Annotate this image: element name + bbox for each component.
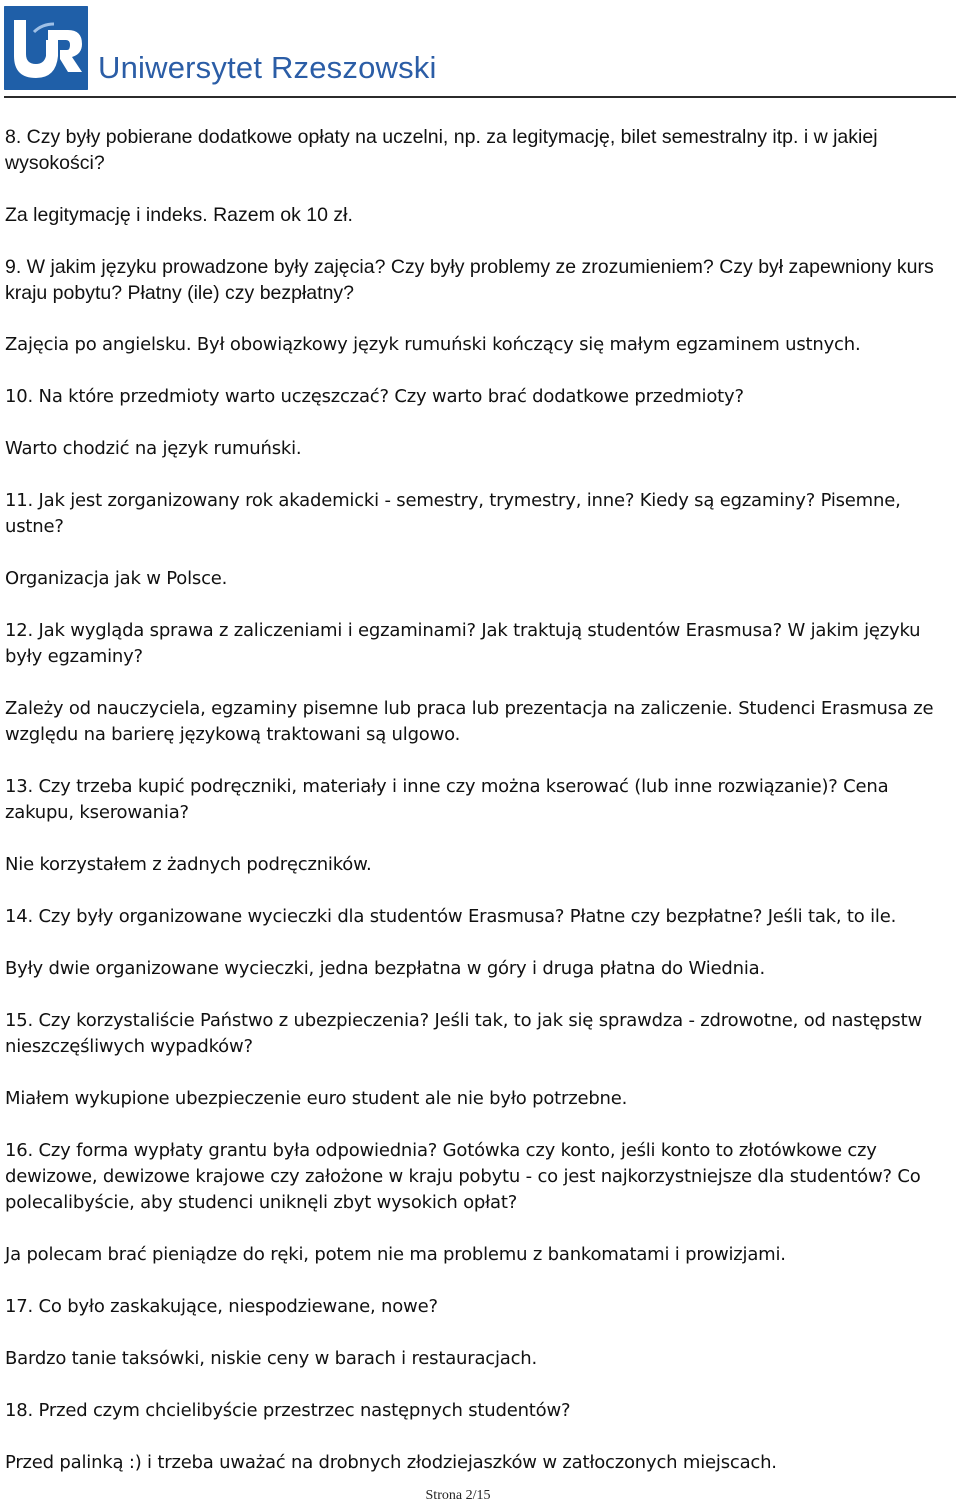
paragraph-gap	[5, 540, 953, 566]
page-header	[0, 0, 960, 100]
question-paragraph: 9. W jakim języku prowadzone były zajęcia? Czy były problemy ze zrozumieniem? Czy był zapewniony kurs kraju pobytu? Płatny (ile) czy bezpłatny?	[5, 256, 934, 304]
paragraph-gap	[5, 1424, 953, 1450]
university-name: Uniwersytet Rzeszowski	[98, 50, 437, 85]
paragraph-gap	[5, 462, 953, 488]
paragraph-gap	[5, 1268, 953, 1294]
qa-list	[5, 124, 953, 1476]
paragraph-gap	[5, 1112, 953, 1138]
university-logo	[4, 6, 88, 90]
question-paragraph: 15. Czy korzystaliście Państwo z ubezpieczenia? Jeśli tak, to jak się sprawdza - zdrowotne, od następstw nieszczęśliwych wypadków?	[5, 1010, 922, 1057]
answer-paragraph: Bardzo tanie taksówki, niskie ceny w barach i restauracjach.	[5, 1348, 538, 1369]
question-paragraph: 18. Przed czym chcielibyście przestrzec następnych studentów?	[5, 1400, 571, 1421]
paragraph-gap	[5, 176, 953, 202]
answer-paragraph: Miałem wykupione ubezpieczenie euro student ale nie było potrzebne.	[5, 1088, 628, 1109]
paragraph-gap	[5, 670, 953, 696]
answer-paragraph: Zajęcia po angielsku. Był obowiązkowy język rumuński kończący się małym egzaminem ustnych.	[5, 334, 861, 355]
paragraph-gap	[5, 358, 953, 384]
question-paragraph: 17. Co było zaskakujące, niespodziewane, nowe?	[5, 1296, 438, 1317]
question-paragraph: 8. Czy były pobierane dodatkowe opłaty na uczelni, np. za legitymację, bilet semestralny itp. i w jakiej wysokości?	[5, 126, 878, 174]
paragraph-gap	[5, 748, 953, 774]
answer-paragraph: Przed palinką :) i trzeba uważać na drobnych złodziejaszków w zatłoczonych miejscach.	[5, 1452, 777, 1473]
paragraph-gap	[5, 306, 953, 332]
header-divider	[4, 96, 956, 98]
question-paragraph: 12. Jak wygląda sprawa z zaliczeniami i egzaminami? Jak traktują studentów Erasmusa? W jakim języku były egzaminy?	[5, 620, 921, 667]
answer-paragraph: Warto chodzić na język rumuński.	[5, 438, 302, 459]
question-paragraph: 10. Na które przedmioty warto uczęszczać? Czy warto brać dodatkowe przedmioty?	[5, 386, 744, 407]
paragraph-gap	[5, 826, 953, 852]
question-paragraph: 16. Czy forma wypłaty grantu była odpowiednia? Gotówka czy konto, jeśli konto to złotówkowe czy dewizowe, dewizowe krajowe czy założone w kraju pobytu - co jest najkorzystniejsze dla studentów? Co polecalibyście, aby studenci uniknęli zbyt wysokich opłat?	[5, 1140, 921, 1213]
answer-paragraph: Zależy od nauczyciela, egzaminy pisemne lub praca lub prezentacja na zaliczenie. Studenci Erasmusa ze względu na barierę językową traktowani są ulgowo.	[5, 698, 934, 745]
question-paragraph: 13. Czy trzeba kupić podręczniki, materiały i inne czy można kserować (lub inne rozwiązanie)? Cena zakupu, kserowania?	[5, 776, 889, 823]
page-number: Strona 2/15	[425, 1488, 491, 1503]
paragraph-gap	[5, 878, 953, 904]
answer-paragraph: Ja polecam brać pieniądze do ręki, potem nie ma problemu z bankomatami i prowizjami.	[5, 1244, 786, 1265]
question-paragraph: 14. Czy były organizowane wycieczki dla studentów Erasmusa? Płatne czy bezpłatne? Jeśli tak, to ile.	[5, 906, 897, 927]
paragraph-gap	[5, 1216, 953, 1242]
answer-paragraph: Organizacja jak w Polsce.	[5, 568, 228, 589]
paragraph-gap	[5, 410, 953, 436]
paragraph-gap	[5, 982, 953, 1008]
answer-paragraph: Były dwie organizowane wycieczki, jedna bezpłatna w góry i druga płatna do Wiednia.	[5, 958, 765, 979]
paragraph-gap	[5, 592, 953, 618]
paragraph-gap	[5, 1060, 953, 1086]
question-paragraph: 11. Jak jest zorganizowany rok akademicki - semestry, trymestry, inne? Kiedy są egzaminy? Pisemne, ustne?	[5, 490, 901, 537]
paragraph-gap	[5, 1320, 953, 1346]
answer-paragraph: Za legitymację i indeks. Razem ok 10 zł.	[5, 204, 353, 226]
paragraph-gap	[5, 1372, 953, 1398]
answer-paragraph: Nie korzystałem z żadnych podręczników.	[5, 854, 372, 875]
paragraph-gap	[5, 228, 953, 254]
ur-logo-mark	[4, 6, 88, 90]
document-body	[5, 124, 953, 1476]
paragraph-gap	[5, 930, 953, 956]
